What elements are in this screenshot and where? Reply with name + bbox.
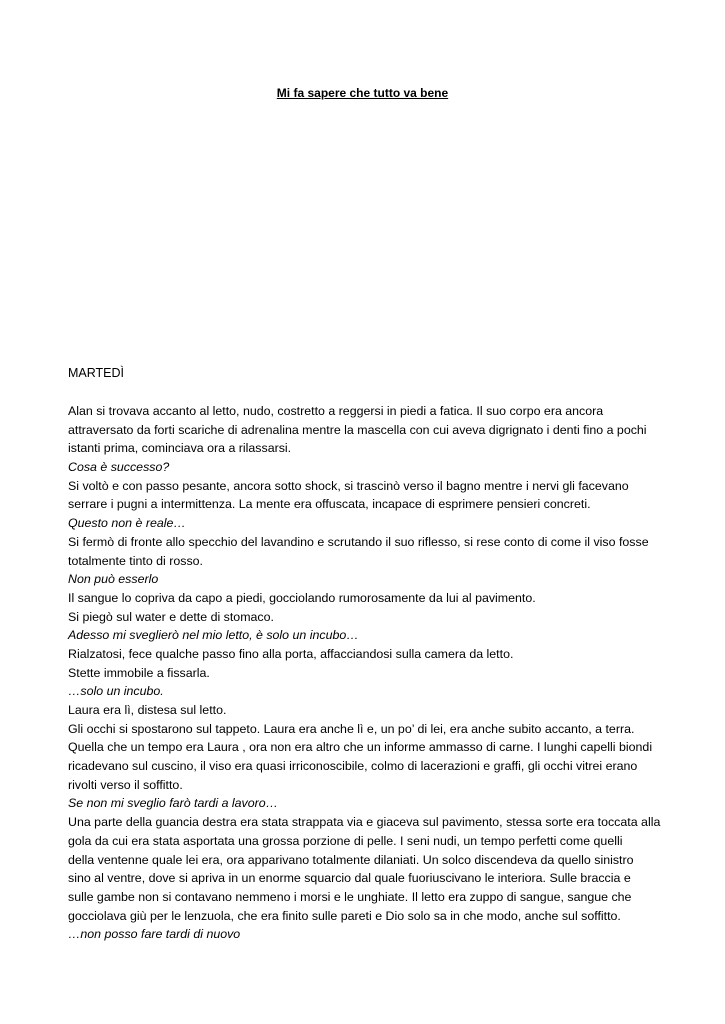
paragraph-line: Il sangue lo copriva da capo a piedi, gocciolando rumorosamente da lui al pavimento. xyxy=(68,590,536,605)
paragraph-line: Gli occhi si spostarono sul tappeto. Laura era anche lì e, un po’ di lei, era anche subito accanto, a terra. xyxy=(68,721,635,736)
paragraph-line: serrare i pugni a intermittenza. La mente era offuscata, incapace di esprimere pensieri concreti. xyxy=(68,497,591,512)
paragraph-line: gola da cui era stata asportata una grossa porzione di pelle. I seni nudi, un tempo perfetti come quelli xyxy=(68,833,623,848)
paragraph-line: rivolti verso il soffitto. xyxy=(68,777,183,792)
paragraph-line: Una parte della guancia destra era stata strappata via e giaceva sul pavimento, stessa sorte era toccata alla xyxy=(68,815,661,830)
paragraph-line: Quella che un tempo era Laura , ora non era altro che un informe ammasso di carne. I lunghi capelli biondi xyxy=(68,740,653,755)
paragraph-line: sulle gambe non si contavano nemmeno i morsi e le unghiate. Il letto era zuppo di sangue, sangue che xyxy=(68,889,632,904)
paragraph-line: Laura era lì, distesa sul letto. xyxy=(68,703,227,717)
paragraph-line: Si voltò e con passo pesante, ancora sotto shock, si trascinò verso il bagno mentre i nervi gli facevano xyxy=(68,478,629,493)
paragraph-line: gocciolava giù per le lenzuola, che era finito sulle pareti e Dio solo sa in che modo, anche sul soffitto. xyxy=(68,908,621,923)
paragraph-line: Stette immobile a fissarla. xyxy=(68,665,210,680)
document-title: Mi fa sapere che tutto va bene xyxy=(276,86,449,100)
paragraph-line: della ventenne quale lei era, ora apparivano totalmente dilaniati. Un solco discendeva da quello sinistro xyxy=(68,852,634,867)
paragraph-line: Si piegò sul water e dette di stomaco. xyxy=(68,609,274,624)
paragraph-line: attraversato da forti scariche di adrenalina mentre la mascella con cui aveva digrignato i denti fino a pochi xyxy=(68,422,647,437)
paragraph-line: sino al ventre, dove si apriva in un enorme squarcio dal quale fuoriuscivano le interiora. Sulle braccia e xyxy=(68,871,631,886)
italic-thought-line: …non posso fare tardi di nuovo xyxy=(68,927,241,942)
italic-thought-line: Non può esserlo xyxy=(68,572,159,587)
paragraph-line: ricadevano sul cuscino, il viso era quasi irriconoscibile, colmo di lacerazioni e graffi, gli occhi vitrei erano xyxy=(68,759,638,774)
italic-thought-line: Adesso mi sveglierò nel mio letto, è solo un incubo… xyxy=(68,628,359,643)
paragraph-line: Alan si trovava accanto al letto, nudo, costretto a reggersi in piedi a fatica. Il suo corpo era ancora xyxy=(68,404,604,418)
paragraph-line: totalmente tinto di rosso. xyxy=(68,553,203,568)
italic-thought-line: Cosa è successo? xyxy=(68,460,170,475)
paragraph-line: istanti prima, cominciava ora a rilassarsi. xyxy=(68,441,292,456)
day-heading: MARTEDÌ xyxy=(68,366,125,380)
italic-thought-line: Se non mi sveglio farò tardi a lavoro… xyxy=(68,796,279,811)
paragraph-line: Si fermò di fronte allo specchio del lavandino e scrutando il suo riflesso, si rese conto di come il viso fosse xyxy=(68,534,649,549)
italic-thought-line: …solo un incubo. xyxy=(68,684,164,699)
story-text xyxy=(68,402,660,944)
paragraph-line: Rialzatosi, fece qualche passo fino alla porta, affacciandosi sulla camera da letto. xyxy=(68,646,514,661)
italic-thought-line: Questo non è reale… xyxy=(68,516,186,531)
